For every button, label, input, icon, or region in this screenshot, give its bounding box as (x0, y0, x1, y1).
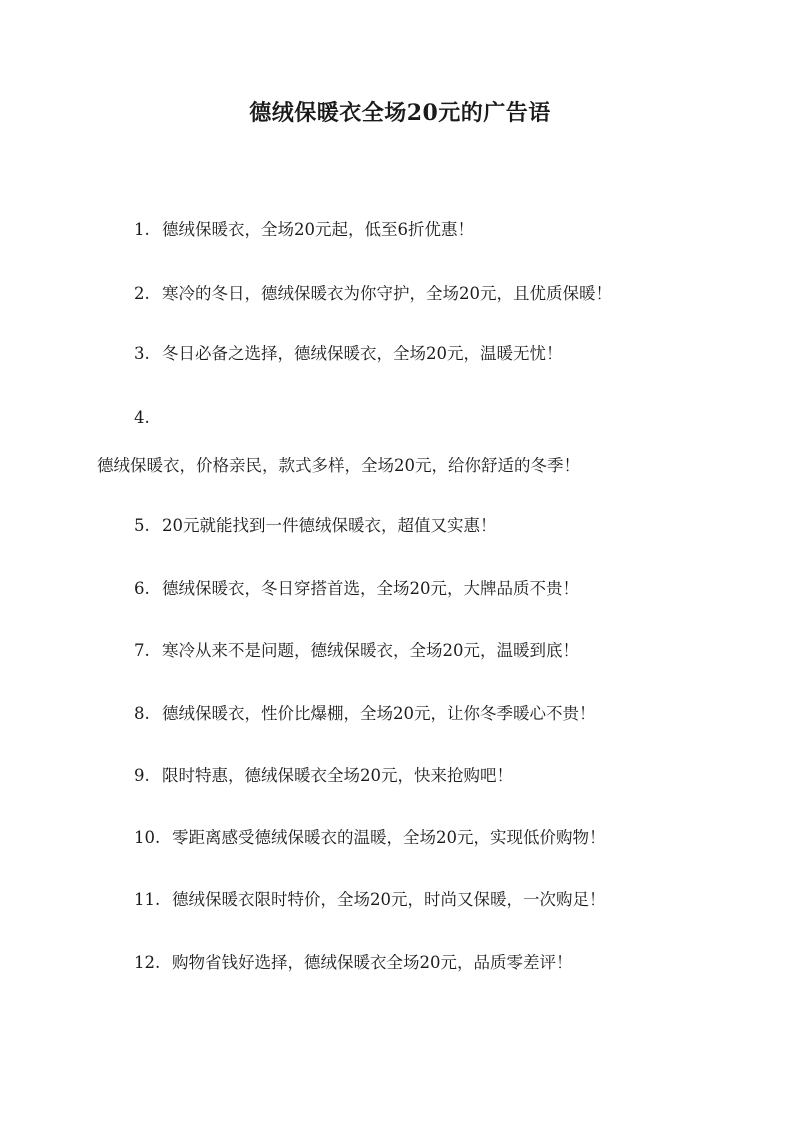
item-text: 德绒保暖衣，性价比爆棚，全场20元，让你冬季暖心不贵！ (162, 704, 596, 723)
document-title: 德绒保暖衣全场20元的广告语 (249, 100, 551, 126)
item-text: 20元就能找到一件德绒保暖衣，超值又实惠！ (162, 516, 497, 535)
item-number: 7. (134, 641, 150, 660)
item-text: 德绒保暖衣限时特价，全场20元，时尚又保暖，一次购足！ (172, 890, 606, 909)
item-text: 德绒保暖衣，全场20元起，低至6折优惠！ (162, 220, 474, 239)
list-item-3 (134, 343, 563, 365)
list-item-4-text (97, 455, 580, 477)
item-text: 冬日必备之选择，德绒保暖衣，全场20元，温暖无忧！ (162, 344, 563, 363)
list-item-8 (134, 703, 596, 725)
list-item-6 (134, 578, 579, 600)
list-item-7 (134, 640, 579, 662)
item-text: 寒冷从来不是问题，德绒保暖衣，全场20元，温暖到底！ (162, 641, 579, 660)
list-item-1 (134, 219, 474, 241)
item-number: 4. (134, 408, 150, 427)
item-number: 2. (134, 284, 150, 303)
item-number: 3. (134, 344, 150, 363)
list-item-10 (134, 827, 606, 849)
list-item-11 (134, 889, 606, 911)
item-number: 5. (134, 516, 150, 535)
list-item-2 (134, 283, 612, 305)
item-number: 6. (134, 579, 150, 598)
item-number: 9. (134, 766, 150, 785)
item-text: 寒冷的冬日，德绒保暖衣为你守护，全场20元，且优质保暖！ (162, 284, 612, 303)
item-text: 德绒保暖衣，冬日穿搭首选，全场20元，大牌品质不贵！ (162, 579, 579, 598)
item-text: 德绒保暖衣，价格亲民，款式多样，全场20元，给你舒适的冬季！ (97, 456, 580, 475)
item-text: 购物省钱好选择，德绒保暖衣全场20元，品质零差评！ (172, 953, 573, 972)
item-number: 10. (134, 828, 161, 847)
item-text: 限时特惠，德绒保暖衣全场20元，快来抢购吧！ (162, 766, 513, 785)
item-number: 11. (134, 890, 161, 909)
list-item-4-number (134, 407, 150, 429)
item-number: 12. (134, 953, 161, 972)
item-text: 零距离感受德绒保暖衣的温暖，全场20元，实现低价购物！ (172, 828, 606, 847)
list-item-12 (134, 952, 573, 974)
item-number: 8. (134, 704, 150, 723)
list-item-9 (134, 765, 513, 787)
item-number: 1. (134, 220, 150, 239)
list-item-5 (134, 515, 497, 537)
